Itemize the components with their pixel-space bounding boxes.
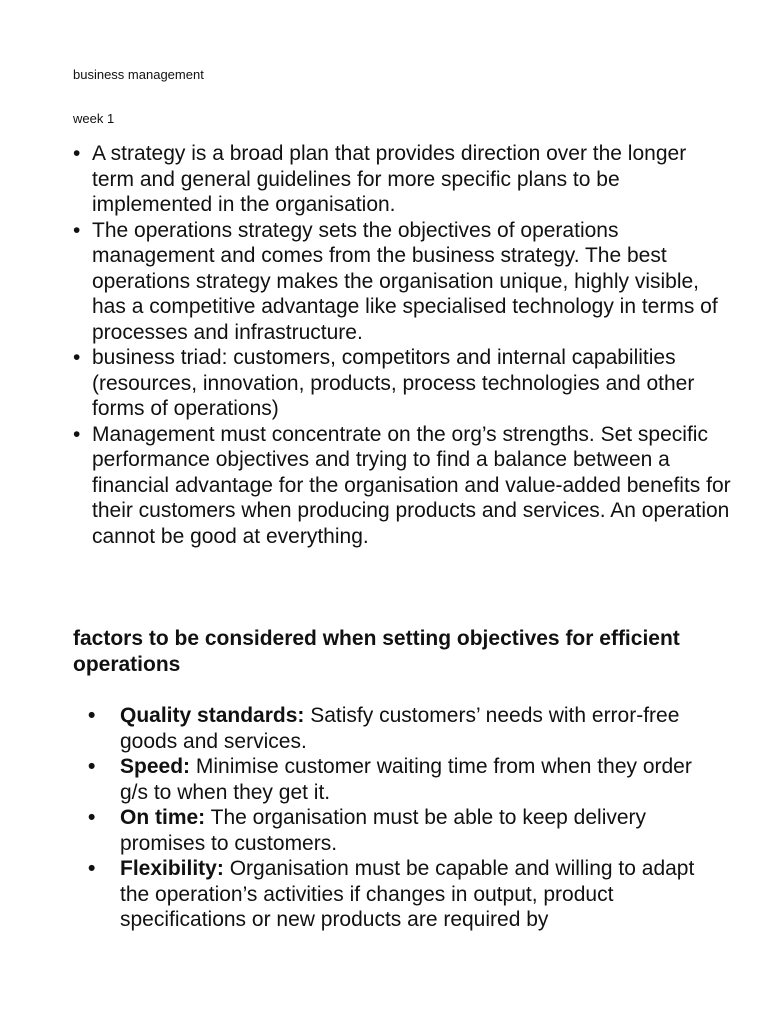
list-item-text: The operations strategy sets the objectives of operations management and comes from the business strategy. The best operations strategy makes the organisation unique, highly visible, has a competitive advantage like specialised technology in terms of processes and infrastructure. (92, 218, 718, 344)
intro-bullet-list (73, 141, 733, 549)
bullet-icon: • (73, 218, 81, 242)
week-label: week 1 (73, 111, 115, 126)
list-item-text: Management must concentrate on the org’s strengths. Set specific performance objectives and trying to find a balance between a financial advantage for the organisation and value-added benefits for their customers when producing products and services. An operation cannot be good at everything. (92, 422, 731, 548)
factor-term: Speed: (120, 755, 191, 778)
list-item (73, 141, 733, 218)
factors-heading: factors to be considered when setting objectives for efficient operations (73, 627, 680, 676)
bullet-icon: • (73, 422, 81, 446)
factors-bullet-list (88, 703, 713, 933)
list-item (73, 218, 733, 346)
list-item (73, 422, 733, 550)
bullet-icon: • (73, 346, 81, 369)
document-title: business management (73, 67, 204, 82)
factor-term: Quality standards: (120, 704, 305, 727)
list-item-text: A strategy is a broad plan that provides direction over the longer term and general guidelines for more specific plans to be implemented in the organisation. (92, 142, 687, 216)
list-item-text: business triad: customers, competitors and internal capabilities (resources, innovation, products, process technologies and other forms of operations) (92, 346, 695, 420)
list-item (88, 856, 713, 933)
bullet-icon: • (88, 806, 96, 829)
bullet-icon: • (73, 142, 81, 165)
list-item (88, 703, 713, 754)
bullet-icon: • (88, 857, 96, 880)
list-item (88, 805, 713, 856)
factor-text: Minimise customer waiting time from when they order g/s to when they get it. (120, 755, 692, 804)
factor-text: Satisfy customers’ needs with error-free goods and services. (120, 704, 680, 753)
bullet-icon: • (88, 704, 96, 727)
bullet-icon: • (88, 755, 96, 778)
factor-term: On time: (120, 806, 206, 829)
factor-text: The organisation must be able to keep delivery promises to customers. (120, 806, 647, 855)
list-item (88, 754, 713, 805)
list-item (73, 345, 733, 422)
factor-text: Organisation must be capable and willing to adapt the operation’s activities if changes in output, product specifications or new products are required by (120, 857, 695, 931)
factor-term: Flexibility: (120, 857, 224, 880)
